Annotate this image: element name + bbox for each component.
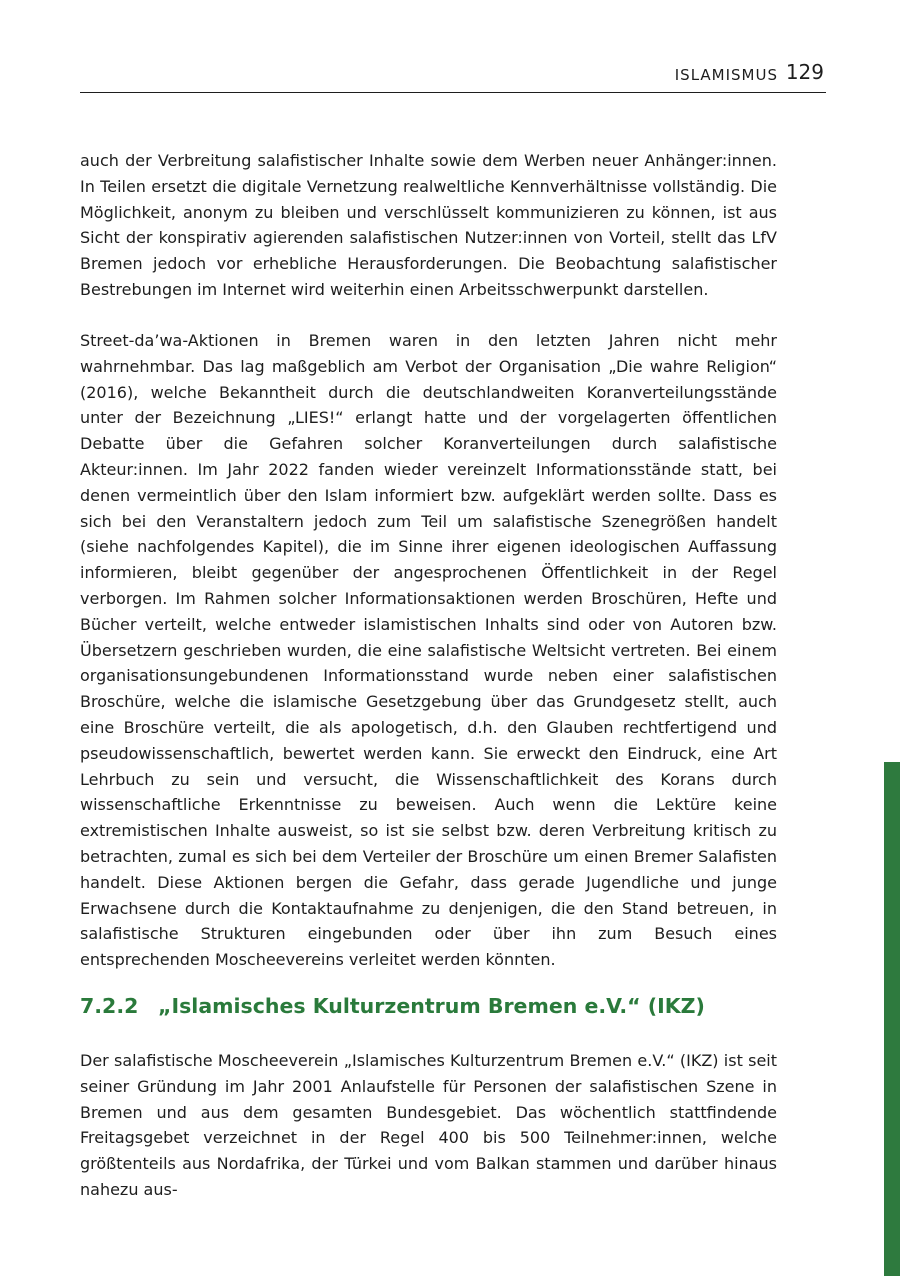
section-heading [80,994,705,1018]
chapter-color-tab [884,762,900,1276]
header-section-title: ISLAMISMUS [674,66,778,84]
paragraph-internet-activity: auch der Verbreitung salafistischer Inhalte sowie dem Werben neuer Anhänger:innen. In Teilen ersetzt die digitale Vernetzung realweltliche Kennverhältnisse vollständig. Die Möglichkeit, anonym zu bleiben und verschlüsselt kommunizieren zu können, ist aus Sicht der konspirativ agierenden salafistischen Nutzer:innen von Vorteil, stellt das LfV Bremen jedoch vor erhebliche Herausforderungen. Die Beobachtung salafistischer Bestrebungen im Internet wird weiterhin einen Arbeitsschwerpunkt darstellen. [80,151,777,299]
running-header [80,58,826,93]
section-number: 7.2.2 [80,994,139,1018]
section-title: „Islamisches Kulturzentrum Bremen e.V.“ (IKZ) [158,994,705,1018]
paragraph-ikz: Der salafistische Moscheeverein „Islamisches Kulturzentrum Bremen e.V.“ (IKZ) ist seit seiner Gründung im Jahr 2001 Anlaufstelle für Personen der salafistischen Szene in Bremen und aus dem gesamten Bundesgebiet. Das wöchentlich stattfindende Freitagsgebet verzeichnet in der Regel 400 bis 500 Teilnehmer:innen, welche größtenteils aus Nordafrika, der Türkei und vom Balkan stammen und darüber hinaus nahezu aus- [80,1051,777,1199]
paragraph-street-dawa: Street-da’wa-Aktionen in Bremen waren in den letzten Jahren nicht mehr wahrnehmbar. Das lag maßgeblich am Verbot der Organisation „Die wahre Religion“ (2016), welche Bekanntheit durch die deutschlandweiten Koranverteilungsstände unter der Bezeichnung „LIES!“ erlangt hatte und der vorgelagerten öffentlichen Debatte über die Gefahren solcher Koranverteilungen durch salafistische Akteur:innen. Im Jahr 2022 fanden wieder vereinzelt Informationsstände statt, bei denen vermeintlich über den Islam informiert bzw. aufgeklärt werden sollte. Dass es sich bei den Veranstaltern jedoch zum Teil um salafistische Szenegrößen handelt (siehe nachfolgendes Kapitel), die im Sinne ihrer eigenen ideologischen Auffassung informieren, bleibt gegenüber der angesprochenen Öffentlichkeit in der Regel verborgen. Im Rahmen solcher Informationsaktionen werden Broschüren, Hefte und Bücher verteilt, welche entweder islamistischen Inhalts sind oder von Autoren bzw. Übersetzern geschrieben wurden, die eine salafistische Weltsicht vertreten. Bei einem organisationsungebundenen Informationsstand wurde neben einer salafistischen Broschüre, welche die islamische Gesetzgebung über das Grundgesetz stellt, auch eine Broschüre verteilt, die als apologetisch, d.h. den Glauben rechtfertigend und pseudowissenschaftlich, bewertet werden kann. Sie erweckt den Eindruck, eine Art Lehrbuch zu sein und versucht, die Wissenschaftlichkeit des Korans durch wissenschaftliche Erkenntnisse zu beweisen. Auch wenn die Lektüre keine extremistischen Inhalte ausweist, so ist sie selbst bzw. deren Verbreitung kritisch zu betrachten, zumal es sich bei dem Verteiler der Broschüre um einen Bremer Salafisten handelt. Diese Aktionen bergen die Gefahr, dass gerade Jugendliche und junge Erwachsene durch die Kontaktaufnahme zu denjenigen, die den Stand betreuen, in salafistische Strukturen eingebunden oder über ihn zum Besuch eines entsprechenden Moscheevereins verleitet werden könnten. [80,331,777,970]
page-number: 129 [785,60,824,84]
